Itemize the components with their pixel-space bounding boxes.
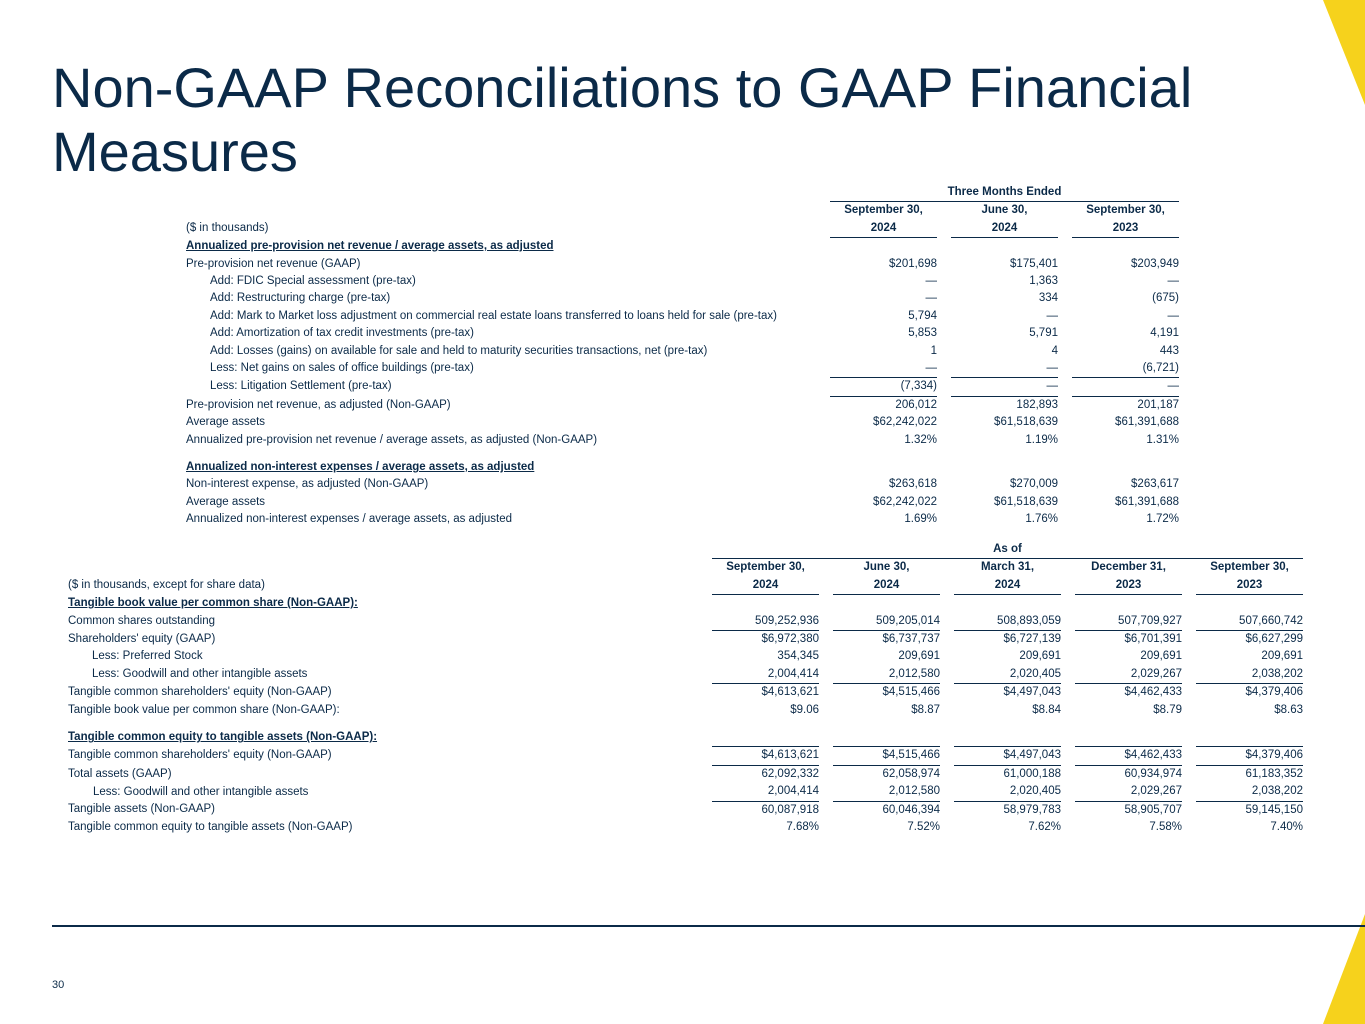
row-label: Shareholders' equity (GAAP) (68, 632, 216, 645)
cell-value: (6,721) (1142, 362, 1179, 375)
table-row (186, 325, 1179, 342)
table-row (68, 765, 1303, 783)
cell-value: — (1046, 309, 1058, 322)
cell-value: 2,004,414 (767, 667, 819, 680)
cell-value: 7.62% (1028, 821, 1061, 834)
cell-value: 4,191 (1150, 327, 1179, 340)
cell-value: 1,363 (1029, 275, 1058, 288)
cell-value: 2,029,267 (1130, 785, 1182, 798)
cell-value: 2,004,414 (767, 785, 819, 798)
table-row (68, 819, 1303, 836)
cell-value: — (1046, 362, 1058, 375)
table-row (186, 273, 1179, 290)
cell-value: 60,087,918 (712, 801, 819, 819)
section-title: Annualized non-interest expenses / average assets, as adjusted (186, 461, 535, 474)
row-label: Annualized pre-provision net revenue / average assets, as adjusted (Non-GAAP) (186, 433, 598, 446)
cell-value: $6,727,139 (954, 631, 1061, 649)
cell-value: 7.68% (786, 821, 819, 834)
table-row (68, 747, 1303, 765)
cell-value: 4 (1051, 344, 1058, 357)
cell-value: 1.32% (904, 433, 937, 446)
row-label: Average assets (186, 495, 266, 508)
row-label: Pre-provision net revenue, as adjusted (Non-GAAP) (186, 398, 451, 411)
cell-value: $4,497,043 (954, 747, 1061, 765)
table-row (186, 360, 1179, 378)
cell-value: $263,618 (889, 478, 937, 491)
column-header: June 30, (863, 561, 910, 574)
section-rows (186, 256, 1179, 449)
column-header: September 30, (1210, 561, 1289, 574)
row-label: Add: FDIC Special assessment (pre-tax) (210, 275, 416, 288)
cell-value: $201,698 (889, 257, 937, 270)
row-label: Tangible book value per common share (Non-GAAP): (68, 703, 340, 716)
column-year: 2023 (1072, 220, 1179, 238)
column-header: September 30, (726, 561, 805, 574)
cell-value: — (925, 362, 937, 375)
cell-value: 1.19% (1025, 433, 1058, 446)
ppnr-reconciliation-table (186, 184, 1179, 529)
period-header: As of (712, 541, 1303, 559)
cell-value: 2,038,202 (1251, 785, 1303, 798)
cell-value: — (1072, 378, 1179, 396)
table-row (186, 343, 1179, 360)
cell-value: 62,058,974 (833, 765, 940, 783)
cell-value: 354,345 (777, 650, 819, 663)
table-row (68, 801, 1303, 819)
cell-value: 2,012,580 (888, 667, 940, 680)
row-label: Average assets (186, 416, 266, 429)
cell-value: 1.69% (904, 513, 937, 526)
row-label: Less: Goodwill and other intangible assets (93, 785, 309, 798)
row-label: Add: Restructuring charge (pre-tax) (210, 292, 391, 305)
row-label: Total assets (GAAP) (68, 767, 172, 780)
column-year: 2024 (712, 577, 819, 595)
column-header: September 30, (1086, 204, 1165, 217)
cell-value: 1.72% (1146, 513, 1179, 526)
section-title: Annualized pre-provision net revenue / average assets, as adjusted (186, 239, 554, 252)
cell-value: 5,853 (908, 327, 937, 340)
cell-value: 206,012 (830, 396, 937, 414)
cell-value: 7.58% (1149, 821, 1182, 834)
cell-value: 58,905,707 (1075, 801, 1182, 819)
column-header: December 31, (1091, 561, 1166, 574)
column-year: 2024 (951, 220, 1058, 238)
table-row (186, 494, 1179, 511)
row-label: Add: Amortization of tax credit investments (pre-tax) (210, 327, 474, 340)
table-row (186, 290, 1179, 307)
table-row (186, 308, 1179, 325)
row-label: Annualized non-interest expenses / average assets, as adjusted (186, 513, 513, 526)
row-label: Less: Litigation Settlement (pre-tax) (210, 380, 392, 393)
table-row (186, 414, 1179, 431)
cell-value: 508,893,059 (997, 614, 1061, 627)
table-row (186, 476, 1179, 493)
accent-shape-top (1323, 0, 1365, 110)
cell-value: 507,660,742 (1239, 614, 1303, 627)
cell-value: $61,518,639 (994, 495, 1058, 508)
cell-value: 209,691 (1019, 650, 1061, 663)
row-label: Add: Mark to Market loss adjustment on commercial real estate loans transferred to loans held for sale (pre-tax) (210, 309, 777, 322)
cell-value: 209,691 (1140, 650, 1182, 663)
cell-value: $61,391,688 (1115, 416, 1179, 429)
cell-value: 5,791 (1029, 327, 1058, 340)
table-row (186, 396, 1179, 414)
tangible-equity-table (68, 541, 1303, 836)
cell-value: 2,020,405 (1009, 667, 1061, 680)
cell-value: $6,627,299 (1196, 631, 1303, 649)
cell-value: (7,334) (830, 378, 937, 396)
table-row (186, 511, 1179, 528)
section-rows (186, 476, 1179, 528)
column-year: 2024 (833, 577, 940, 595)
cell-value: — (925, 275, 937, 288)
table-row (186, 432, 1179, 449)
table-row (68, 684, 1303, 702)
cell-value: $8.63 (1274, 703, 1303, 716)
row-label: Less: Goodwill and other intangible assets (92, 668, 308, 681)
row-label: Non-interest expense, as adjusted (Non-GAAP) (186, 478, 429, 491)
cell-value: $6,737,737 (833, 631, 940, 649)
cell-value: $4,379,406 (1196, 684, 1303, 702)
cell-value: $62,242,022 (873, 495, 937, 508)
cell-value: $4,462,433 (1075, 684, 1182, 702)
cell-value: — (925, 292, 937, 305)
cell-value: $203,949 (1131, 257, 1179, 270)
column-year: 2024 (954, 577, 1061, 595)
cell-value: $4,379,406 (1196, 747, 1303, 765)
cell-value: 58,979,783 (954, 801, 1061, 819)
cell-value: $4,515,466 (833, 684, 940, 702)
cell-value: $270,009 (1010, 478, 1058, 491)
cell-value: 60,046,394 (833, 801, 940, 819)
cell-value: $9.06 (790, 703, 819, 716)
column-year: 2023 (1075, 577, 1182, 595)
cell-value: 209,691 (898, 650, 940, 663)
cell-value: $8.87 (911, 703, 940, 716)
period-header: Three Months Ended (830, 184, 1179, 202)
cell-value: $175,401 (1010, 257, 1058, 270)
cell-value: $8.84 (1032, 703, 1061, 716)
cell-value: — (1167, 275, 1179, 288)
page-number: 30 (52, 979, 65, 991)
table-row (186, 378, 1179, 396)
page-title: Non-GAAP Reconciliations to GAAP Financial Measures (52, 56, 1193, 183)
table-row (68, 648, 1303, 665)
column-header: March 31, (980, 561, 1035, 574)
row-label: Tangible assets (Non-GAAP) (68, 803, 216, 816)
cell-value: 443 (1159, 344, 1179, 357)
accent-shape-bottom (1317, 914, 1365, 1024)
cell-value: $4,613,621 (712, 747, 819, 765)
cell-value: $4,497,043 (954, 684, 1061, 702)
cell-value: — (951, 378, 1058, 396)
cell-value: $263,617 (1131, 478, 1179, 491)
cell-value: $62,242,022 (873, 416, 937, 429)
column-year: 2024 (830, 220, 937, 238)
units-label: ($ in thousands, except for share data) (68, 579, 265, 592)
row-label: Tangible common equity to tangible assets (Non-GAAP) (68, 821, 353, 834)
cell-value: $4,515,466 (833, 747, 940, 765)
cell-value: $4,462,433 (1075, 747, 1182, 765)
cell-value: 60,934,974 (1075, 765, 1182, 783)
section-rows (68, 747, 1303, 837)
cell-value: 201,187 (1072, 396, 1179, 414)
row-label: Pre-provision net revenue (GAAP) (186, 257, 361, 270)
cell-value: 334 (1038, 292, 1058, 305)
cell-value: 7.40% (1270, 821, 1303, 834)
cell-value: 62,092,332 (712, 765, 819, 783)
cell-value: 509,252,936 (755, 614, 819, 627)
row-label: Common shares outstanding (68, 614, 216, 627)
cell-value: $6,972,380 (712, 631, 819, 649)
footer-divider (52, 925, 1365, 927)
row-label: Less: Preferred Stock (92, 650, 203, 663)
row-label: Tangible common shareholders' equity (Non-GAAP) (68, 685, 332, 698)
row-label: Tangible common shareholders' equity (Non-GAAP) (68, 749, 332, 762)
cell-value: $61,518,639 (994, 416, 1058, 429)
cell-value: $6,701,391 (1075, 631, 1182, 649)
table-row (186, 256, 1179, 273)
cell-value: 61,000,188 (954, 765, 1061, 783)
cell-value: 2,012,580 (888, 785, 940, 798)
section-title: Tangible book value per common share (Non-GAAP): (68, 596, 358, 609)
row-label: Add: Losses (gains) on available for sale and held to maturity securities transactions, net (pre-tax) (210, 344, 708, 357)
cell-value: (675) (1152, 292, 1179, 305)
cell-value: 59,145,150 (1196, 801, 1303, 819)
column-header: June 30, (981, 204, 1028, 217)
cell-value: 509,205,014 (876, 614, 940, 627)
table-row (68, 613, 1303, 631)
table-row (68, 783, 1303, 801)
cell-value: — (1167, 309, 1179, 322)
table-row (68, 631, 1303, 649)
cell-value: 1.31% (1146, 433, 1179, 446)
cell-value: 209,691 (1261, 650, 1303, 663)
cell-value: 1 (930, 344, 937, 357)
units-label: ($ in thousands) (186, 222, 269, 235)
cell-value: $4,613,621 (712, 684, 819, 702)
cell-value: 61,183,352 (1196, 765, 1303, 783)
cell-value: 2,038,202 (1251, 667, 1303, 680)
cell-value: 7.52% (907, 821, 940, 834)
table-row (68, 666, 1303, 684)
cell-value: $8.79 (1153, 703, 1182, 716)
cell-value: $61,391,688 (1115, 495, 1179, 508)
cell-value: 2,020,405 (1009, 785, 1061, 798)
cell-value: 182,893 (951, 396, 1058, 414)
row-label: Less: Net gains on sales of office buildings (pre-tax) (210, 362, 474, 375)
cell-value: 5,794 (908, 309, 937, 322)
section-title: Tangible common equity to tangible assets (Non-GAAP): (68, 731, 378, 744)
column-header: September 30, (844, 204, 923, 217)
section-rows (68, 613, 1303, 719)
cell-value: 1.76% (1025, 513, 1058, 526)
cell-value: 507,709,927 (1118, 614, 1182, 627)
table-row (68, 702, 1303, 719)
column-year: 2023 (1196, 577, 1303, 595)
cell-value: 2,029,267 (1130, 667, 1182, 680)
